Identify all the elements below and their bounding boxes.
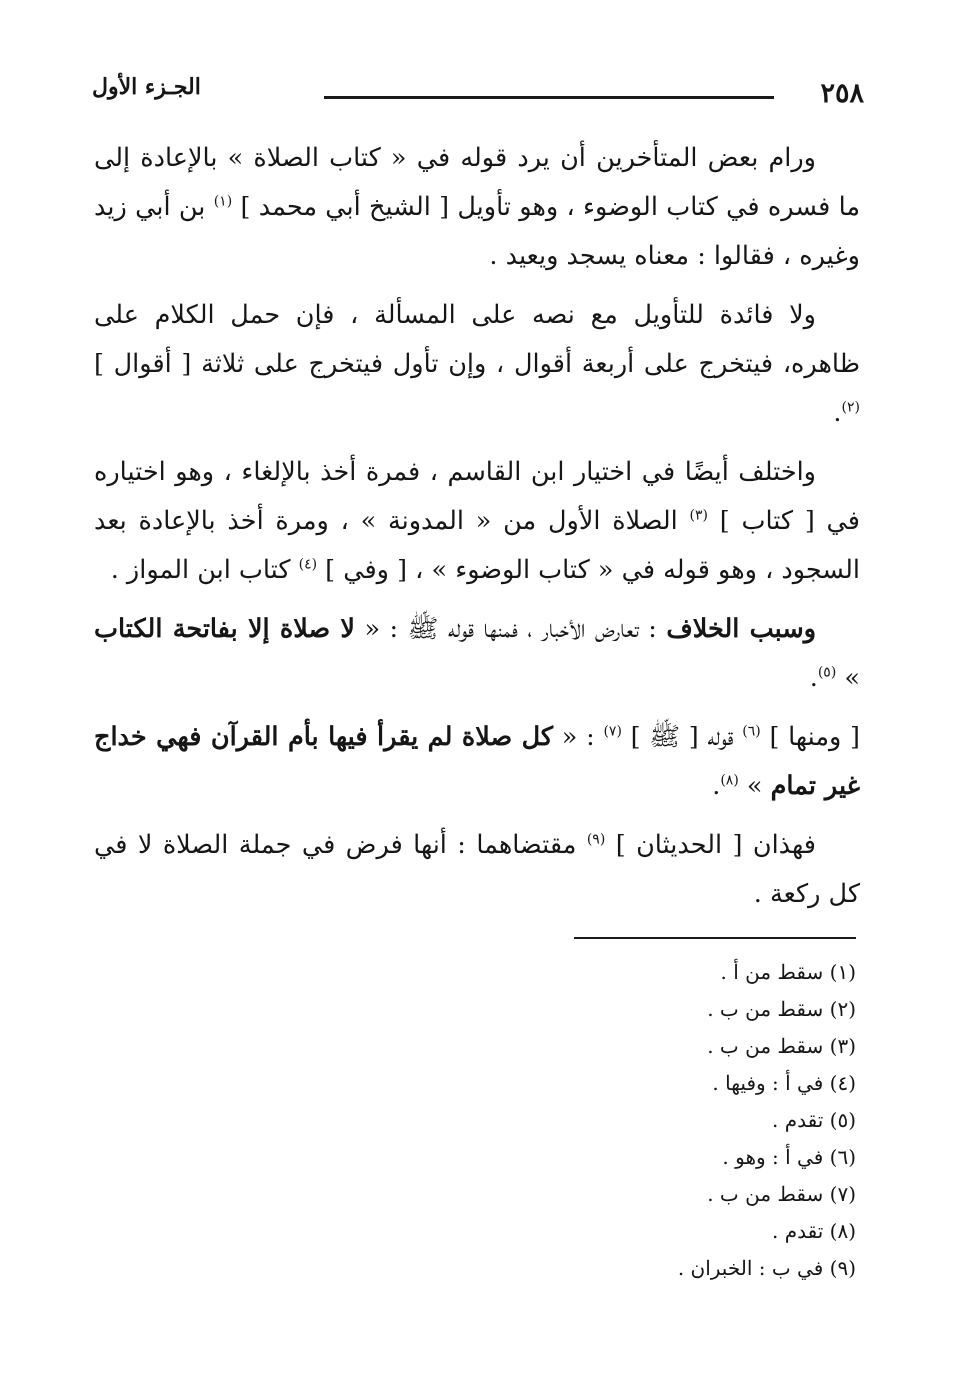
bold-text: لا صلاة إلا بفاتحة الكتاب [94, 614, 355, 644]
footnote-marker: (٥) [817, 664, 837, 681]
text-run: ورام بعض المتأخرين أن يرد قوله في « كتاب الصلاة » بالإعادة إلى ما فسره في كتاب الوضوء ، وهو تأويل [ الشيخ أبي محمد ] [94, 143, 860, 222]
text-run: . [833, 398, 842, 428]
volume-title: الجـزء الأول [92, 74, 201, 100]
footnote-marker: (٣) [689, 507, 708, 524]
footnote-marker: (٤) [298, 556, 318, 573]
paragraph [94, 134, 860, 281]
footnote: (٦) في أ : وهو . [722, 1145, 856, 1169]
text-run: » [738, 771, 771, 801]
footnote: (٧) سقط من ب . [707, 1182, 856, 1206]
main-text [94, 134, 860, 929]
page-header [92, 72, 864, 116]
text-run: قوله [ ﷺ ] [621, 722, 743, 752]
text-run: فهذان [ الحديثان ] [605, 830, 816, 860]
footnote-marker: (٩) [586, 831, 606, 848]
footnote: (٢) سقط من ب . [707, 997, 856, 1021]
footnote: (٣) سقط من ب . [707, 1034, 856, 1058]
footnote-marker: (١) [213, 193, 233, 210]
footnote-marker: (٢) [841, 399, 860, 416]
paragraph [94, 713, 860, 811]
bold-text: كل صلاة لم يقرأ فيها بأم القرآن فهي خداج غير تمام [94, 722, 860, 801]
paragraph [94, 605, 860, 703]
footnote: (٩) في ب : الخبران . [677, 1256, 856, 1280]
text-run: مقتضاهما : أنها فرض في جملة الصلاة لا في كل ركعة . [94, 830, 860, 909]
footnote-marker: (٦) [742, 723, 761, 740]
text-run: [ ومنها ] [760, 722, 861, 752]
paragraph [94, 448, 860, 595]
footnote-marker: (٨) [720, 772, 739, 789]
footnote-marker: (٧) [603, 723, 622, 740]
footnote: (١) سقط من أ . [720, 960, 856, 984]
text-run: كتاب ابن المواز . [110, 555, 299, 585]
bold-text: وسبب الخلاف [666, 614, 817, 644]
footnotes-list [436, 954, 856, 1287]
text-run: واختلف أيضًا في اختيار ابن القاسم ، فمرة أخذ بالإلغاء ، وهو اختياره في [ كتاب ] [94, 457, 860, 536]
footnote: (٤) في أ : وفيها . [712, 1071, 856, 1095]
footnote: (٥) تقدم . [771, 1108, 856, 1132]
text-run: . [712, 771, 721, 801]
footnote-rule [574, 937, 856, 939]
header-rule [324, 96, 774, 99]
text-run: بن أبي زيد وغيره ، فقالوا : معناه يسجد ويعيد . [94, 192, 860, 271]
text-run: » [836, 663, 860, 693]
paragraph [94, 821, 860, 919]
paragraph [94, 291, 860, 438]
page-number: ٢٥٨ [820, 78, 864, 109]
footnote: (٨) تقدم . [771, 1219, 856, 1243]
text-run: : تعارض الأخبار ، فمنها قوله ﷺ : « [354, 614, 667, 644]
text-run: : « [553, 722, 604, 752]
text-run: الصلاة الأول من « المدونة » ، ومرة أخذ بالإعادة بعد السجود ، وهو قوله في « كتاب الوضوء » ، [ وفي ] [94, 506, 860, 585]
text-run: ولا فائدة للتأويل مع نصه على المسألة ، فإن حمل الكلام على ظاهره، فيتخرج على أربعة أقوال ، وإن تأول فيتخرج على ثلاثة [ أقوال ] [94, 300, 860, 379]
text-run: . [809, 663, 818, 693]
